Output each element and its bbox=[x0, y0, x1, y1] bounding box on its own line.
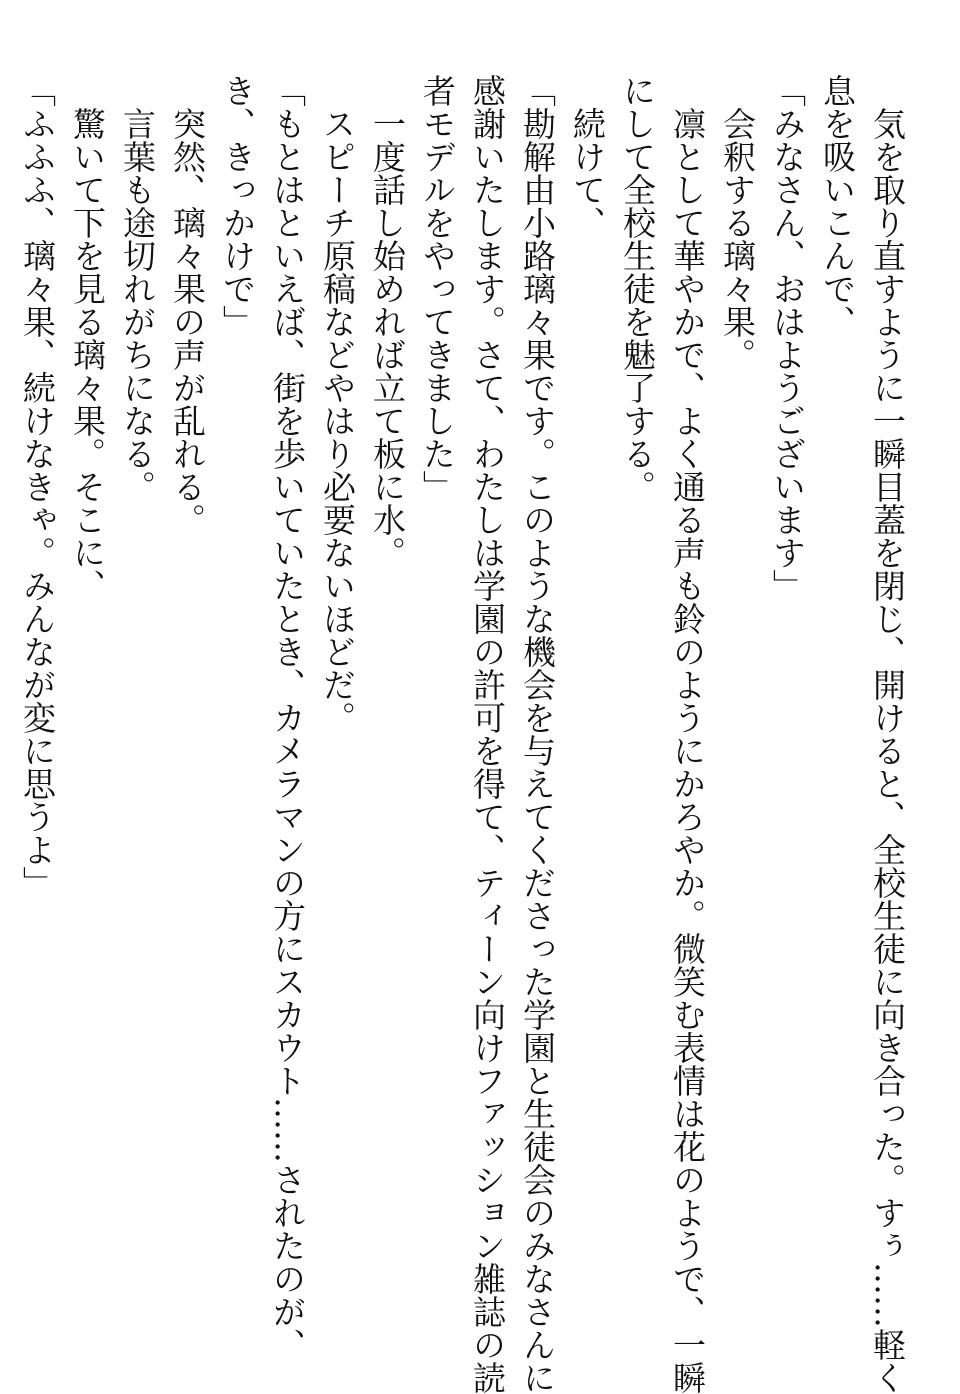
text-line: 者モデルをやってきました」 bbox=[418, 74, 457, 503]
text-line: 「勘解由小路璃々果です。このような機会を与えてくださった学園と生徒会のみなさんに bbox=[518, 74, 557, 1394]
text-line: にして全校生徒を魅了する。 bbox=[618, 74, 657, 503]
text-line: 感謝いたします。さて、わたしは学園の許可を得て、ティーン向けファッション雑誌の読 bbox=[468, 74, 507, 1394]
text-line: 気を取り直すように一瞬目蓋を閉じ、開けると、全校生徒に向き合った。すぅ……軽く bbox=[868, 74, 907, 1394]
text-line: 会釈する璃々果。 bbox=[718, 74, 757, 371]
text-line: スピーチ原稿などやはり必要ないほどだ。 bbox=[318, 74, 357, 734]
text-line: 凛として華やかで、よく通る声も鈴のようにかろやか。微笑む表情は花のようで、一瞬 bbox=[668, 74, 707, 1394]
text-line: 「みなさん、おはようございます」 bbox=[768, 74, 807, 602]
text-line: 一度話し始めれば立て板に水。 bbox=[368, 74, 407, 569]
text-line: 続けて、 bbox=[568, 74, 607, 239]
text-line: 驚いて下を見る璃々果。そこに、 bbox=[68, 74, 107, 602]
text-line: 言葉も途切れがちになる。 bbox=[118, 74, 157, 503]
vertical-text-body bbox=[12, 74, 912, 1394]
text-line: き、きっかけで」 bbox=[218, 74, 257, 338]
text-line: 突然、璃々果の声が乱れる。 bbox=[168, 74, 207, 536]
text-line: 「ふふふ、璃々果、続けなきゃ。みんなが変に思うよ」 bbox=[18, 74, 57, 899]
text-line: 「もとはといえば、街を歩いていたとき、カメラマンの方にスカウト……されたのが、 bbox=[268, 74, 307, 1361]
text-line: 息を吸いこんで、 bbox=[818, 74, 857, 338]
